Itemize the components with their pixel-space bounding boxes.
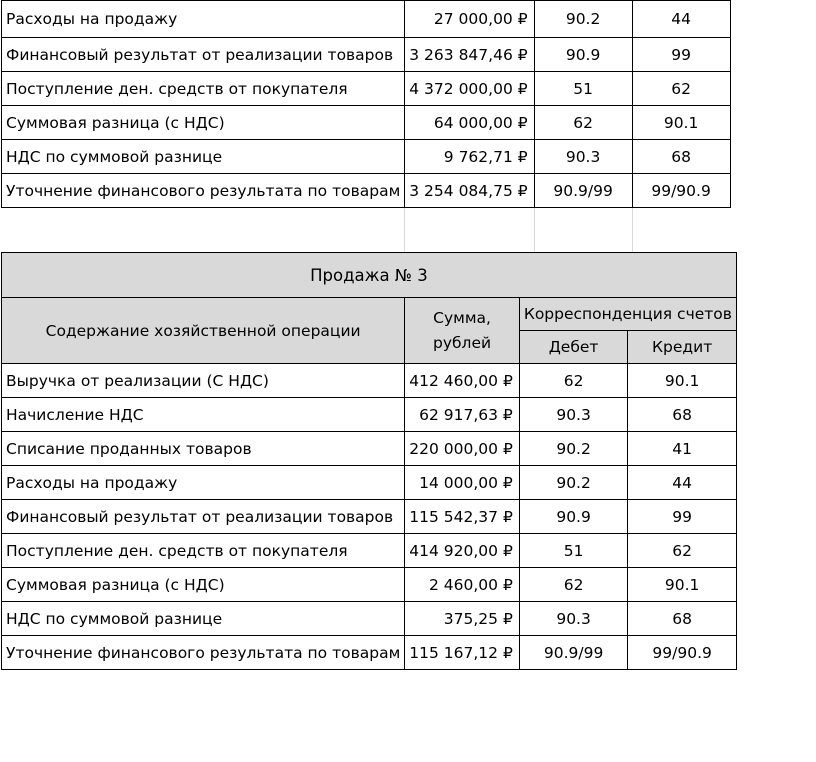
operation-cell[interactable]: Начисление НДС [2,398,405,432]
table-row [2,174,731,208]
debit-cell[interactable]: 90.3 [534,140,632,174]
amount-cell[interactable]: 9 762,71 ₽ [405,140,534,174]
debit-cell[interactable]: 90.9 [534,38,632,72]
amount-cell[interactable]: 414 920,00 ₽ [405,534,520,568]
operation-cell[interactable]: Поступление ден. средств от покупателя [2,534,405,568]
operation-cell[interactable]: Расходы на продажу [2,466,405,500]
debit-cell[interactable]: 90.3 [519,398,628,432]
debit-cell[interactable]: 90.9/99 [534,174,632,208]
amount-cell[interactable]: 115 167,12 ₽ [405,636,520,670]
sale-3-table [1,252,737,670]
debit-cell[interactable]: 90.3 [519,602,628,636]
debit-cell[interactable]: 62 [519,568,628,602]
header-row [2,298,737,331]
amount-cell[interactable]: 220 000,00 ₽ [405,432,520,466]
table-row [2,1,731,38]
credit-cell[interactable]: 99/90.9 [628,636,737,670]
table-row [2,500,737,534]
credit-cell[interactable]: 90.1 [632,106,730,140]
empty-cell[interactable] [405,208,534,255]
credit-cell[interactable]: 99 [628,500,737,534]
credit-cell[interactable]: 41 [628,432,737,466]
credit-cell[interactable]: 44 [632,1,730,38]
debit-cell[interactable]: 90.9 [519,500,628,534]
operation-cell[interactable]: Списание проданных товаров [2,432,405,466]
amount-cell[interactable]: 412 460,00 ₽ [405,364,520,398]
debit-cell[interactable]: 62 [534,106,632,140]
debit-cell[interactable]: 90.9/99 [519,636,628,670]
table-row [2,364,737,398]
operation-cell[interactable]: Финансовый результат от реализации товаров [2,38,405,72]
table-row [2,398,737,432]
credit-cell[interactable]: 62 [632,72,730,106]
amount-cell[interactable]: 115 542,37 ₽ [405,500,520,534]
table-row [2,72,731,106]
amount-header[interactable]: Сумма, рублей [405,298,520,364]
table-row [2,568,737,602]
empty-row [2,208,731,255]
debit-cell[interactable]: 90.2 [534,1,632,38]
debit-cell[interactable]: 62 [519,364,628,398]
table-row [2,432,737,466]
credit-cell[interactable]: 44 [628,466,737,500]
table-row [2,106,731,140]
table-row [2,466,737,500]
operation-cell[interactable]: Финансовый результат от реализации товаров [2,500,405,534]
operation-cell[interactable]: Уточнение финансового результата по товарам [2,636,405,670]
sale-2-table [1,0,731,254]
credit-header[interactable]: Кредит [628,331,737,364]
table-row [2,602,737,636]
operation-cell[interactable]: Уточнение финансового результата по товарам [2,174,405,208]
table-row [2,140,731,174]
table-row [2,534,737,568]
credit-cell[interactable]: 99/90.9 [632,174,730,208]
credit-cell[interactable]: 62 [628,534,737,568]
empty-cell[interactable] [534,208,632,255]
table-title[interactable]: Продажа № 3 [2,253,737,298]
amount-cell[interactable]: 27 000,00 ₽ [405,1,534,38]
credit-cell[interactable]: 99 [632,38,730,72]
debit-cell[interactable]: 90.2 [519,466,628,500]
credit-cell[interactable]: 68 [628,398,737,432]
table-row [2,636,737,670]
amount-cell[interactable]: 2 460,00 ₽ [405,568,520,602]
operation-cell[interactable]: НДС по суммовой разнице [2,140,405,174]
amount-cell[interactable]: 4 372 000,00 ₽ [405,72,534,106]
correspondence-header[interactable]: Корреспонденция счетов [519,298,736,331]
debit-cell[interactable]: 51 [519,534,628,568]
empty-cell[interactable] [632,208,730,255]
amount-cell[interactable]: 3 254 084,75 ₽ [405,174,534,208]
amount-cell[interactable]: 14 000,00 ₽ [405,466,520,500]
table-title-row [2,253,737,298]
operation-cell[interactable]: Суммовая разница (с НДС) [2,106,405,140]
debit-cell[interactable]: 51 [534,72,632,106]
amount-cell[interactable]: 375,25 ₽ [405,602,520,636]
debit-cell[interactable]: 90.2 [519,432,628,466]
operation-cell[interactable]: Расходы на продажу [2,1,405,38]
amount-cell[interactable]: 62 917,63 ₽ [405,398,520,432]
credit-cell[interactable]: 68 [632,140,730,174]
amount-cell[interactable]: 64 000,00 ₽ [405,106,534,140]
operation-header[interactable]: Содержание хозяйственной операции [2,298,405,364]
operation-cell[interactable]: Поступление ден. средств от покупателя [2,72,405,106]
amount-cell[interactable]: 3 263 847,46 ₽ [405,38,534,72]
credit-cell[interactable]: 90.1 [628,364,737,398]
operation-cell[interactable]: Выручка от реализации (С НДС) [2,364,405,398]
operation-cell[interactable]: Суммовая разница (с НДС) [2,568,405,602]
credit-cell[interactable]: 68 [628,602,737,636]
table-row [2,38,731,72]
credit-cell[interactable]: 90.1 [628,568,737,602]
operation-cell[interactable]: НДС по суммовой разнице [2,602,405,636]
debit-header[interactable]: Дебет [519,331,628,364]
empty-cell[interactable] [2,208,405,255]
